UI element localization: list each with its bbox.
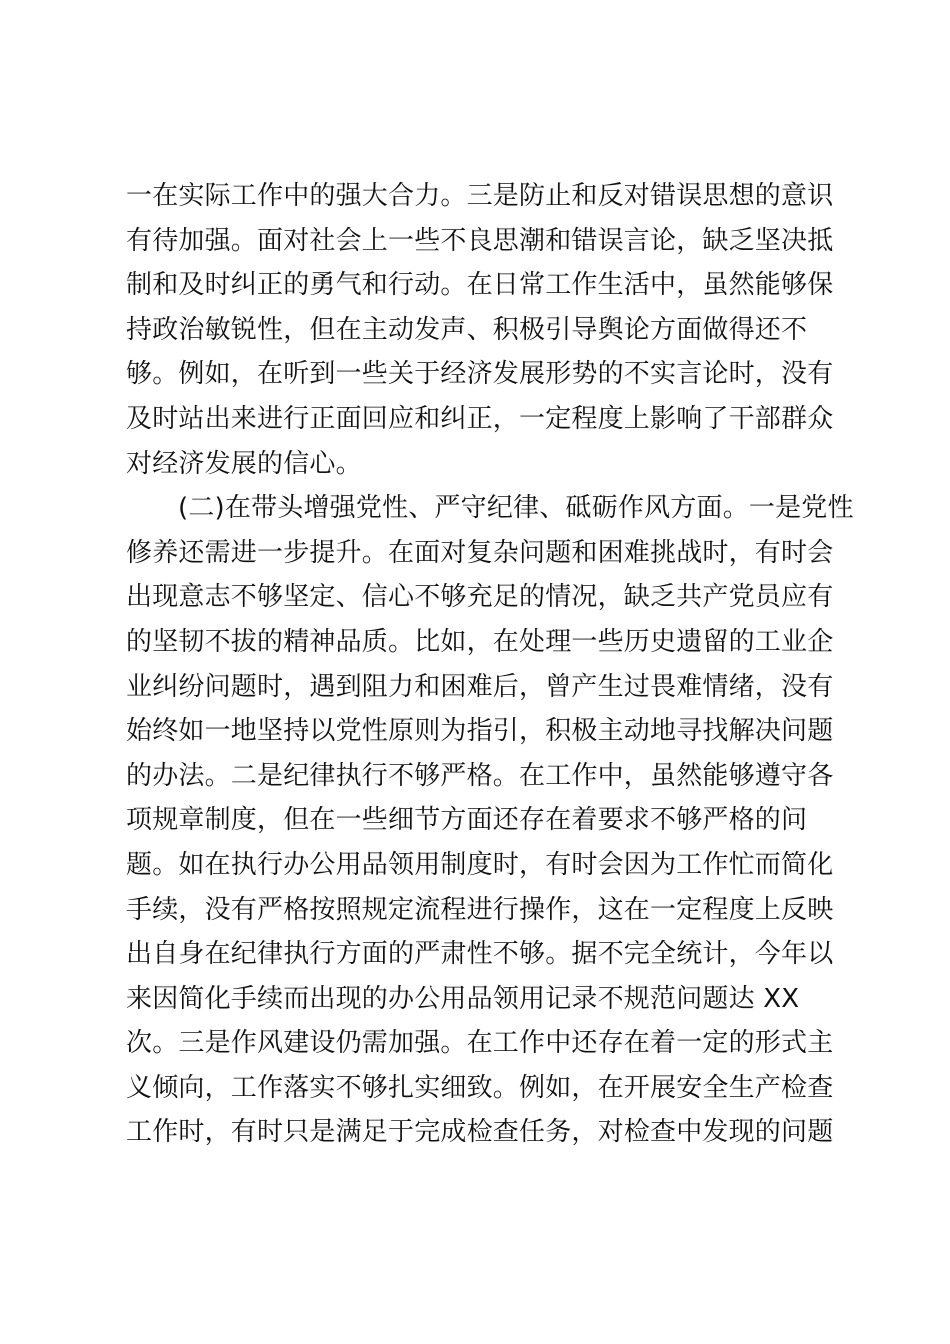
text-line: 业纠纷问题时，遇到阻力和困难后，曾产生过畏难情绪，没有	[126, 671, 834, 702]
text-line: 及时站出来进行正面回应和纠正，一定程度上影响了干部群众	[126, 403, 834, 434]
text-line: 的办法。二是纪律执行不够严格。在工作中，虽然能够遵守各	[126, 760, 834, 791]
text-line: 修养还需进一步提升。在面对复杂问题和困难挑战时，有时会	[126, 537, 834, 568]
text-line: 手续，没有严格按照规定流程进行操作，这在一定程度上反映	[126, 894, 834, 925]
section-heading-line: (二)在带头增强党性、严守纪律、砥砺作风方面。一是党性	[178, 493, 854, 524]
text-line: 义倾向，工作落实不够扎实细致。例如，在开展安全生产检查	[126, 1072, 834, 1103]
text-line: 持政治敏锐性，但在主动发声、积极引导舆论方面做得还不	[126, 314, 808, 345]
text-line: 次。三是作风建设仍需加强。在工作中还存在着一定的形式主	[126, 1028, 834, 1059]
text-line: 始终如一地坚持以党性原则为指引，积极主动地寻找解决问题	[126, 716, 834, 747]
text-line: 出自身在纪律执行方面的严肃性不够。据不完全统计，今年以	[126, 939, 834, 970]
text-line: 对经济发展的信心。	[126, 448, 362, 479]
text-line: 项规章制度，但在一些细节方面还存在着要求不够严格的问	[126, 805, 808, 836]
text-line: 制和及时纠正的勇气和行动。在日常工作生活中，虽然能够保	[126, 270, 834, 301]
text-line: 够。例如，在听到一些关于经济发展形势的不实言论时，没有	[126, 359, 834, 390]
text-line: 一在实际工作中的强大合力。三是防止和反对错误思想的意识	[126, 181, 834, 211]
text-line: 来因简化手续而出现的办公用品领用记录不规范问题达 XX	[126, 983, 800, 1014]
text-line: 题。如在执行办公用品领用制度时，有时会因为工作忙而简化	[126, 849, 834, 880]
text-line: 有待加强。面对社会上一些不良思潮和错误言论，缺乏坚决抵	[126, 225, 834, 256]
text-line: 出现意志不够坚定、信心不够充足的情况，缺乏共产党员应有	[126, 582, 834, 613]
body-text	[126, 174, 854, 1155]
text-line: 的坚韧不拔的精神品质。比如，在处理一些历史遗留的工业企	[126, 626, 834, 657]
text-line: 工作时，有时只是满足于完成检查任务，对检查中发现的问题	[126, 1117, 834, 1148]
